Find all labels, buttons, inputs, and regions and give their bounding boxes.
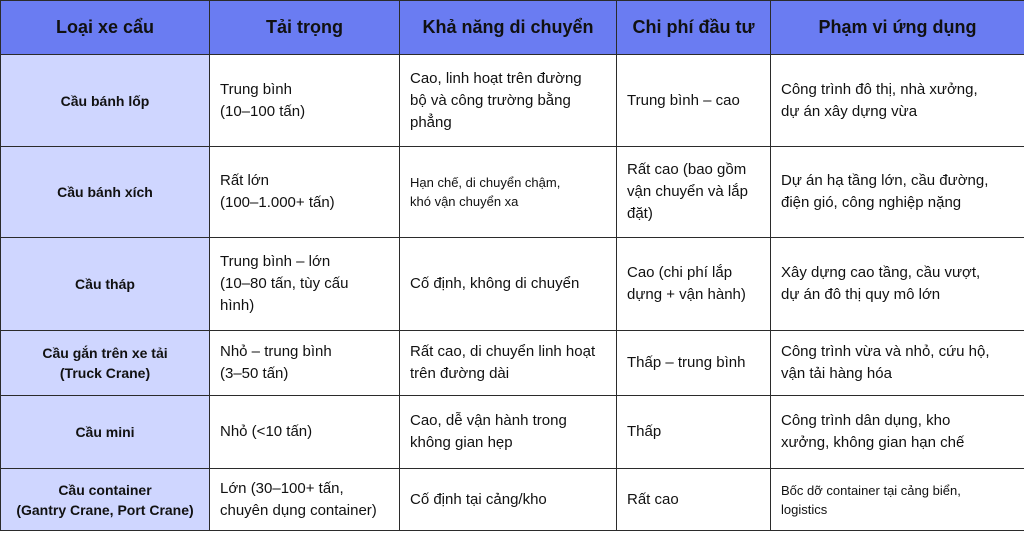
- header-row: [1, 1, 1024, 55]
- table-row: [1, 331, 1024, 396]
- table-row: [1, 469, 1024, 531]
- crane-type-cell: Cầu mini: [1, 396, 210, 469]
- table-row: [1, 147, 1024, 238]
- header-scope: Phạm vi ứng dụng: [771, 1, 1024, 55]
- crane-type-cell: Cầu gắn trên xe tải (Truck Crane): [1, 331, 210, 396]
- cost-cell: Thấp: [617, 396, 771, 469]
- mobility-cell: Hạn chế, di chuyển chậm, khó vận chuyển xa: [400, 147, 617, 238]
- mobility-cell: Cao, linh hoạt trên đường bộ và công trường bằng phẳng: [400, 55, 617, 147]
- table-row: [1, 396, 1024, 469]
- load-cell: Nhỏ – trung bình (3–50 tấn): [210, 331, 400, 396]
- table-row: [1, 238, 1024, 331]
- scope-cell: Công trình vừa và nhỏ, cứu hộ, vận tải hàng hóa: [771, 331, 1024, 396]
- crane-type-cell: Cầu bánh xích: [1, 147, 210, 238]
- load-cell: Trung bình – lớn (10–80 tấn, tùy cấu hình): [210, 238, 400, 331]
- cost-cell: Rất cao: [617, 469, 771, 531]
- scope-cell: Công trình đô thị, nhà xưởng, dự án xây dựng vừa: [771, 55, 1024, 147]
- scope-cell: Bốc dỡ container tại cảng biển, logistics: [771, 469, 1024, 531]
- scope-cell: Công trình dân dụng, kho xưởng, không gian hạn chế: [771, 396, 1024, 469]
- load-cell: Rất lớn (100–1.000+ tấn): [210, 147, 400, 238]
- cost-cell: Trung bình – cao: [617, 55, 771, 147]
- load-cell: Lớn (30–100+ tấn, chuyên dụng container): [210, 469, 400, 531]
- table-row: [1, 55, 1024, 147]
- cost-cell: Cao (chi phí lắp dựng + vận hành): [617, 238, 771, 331]
- mobility-cell: Cố định tại cảng/kho: [400, 469, 617, 531]
- scope-cell: Dự án hạ tầng lớn, cầu đường, điện gió, công nghiệp nặng: [771, 147, 1024, 238]
- cost-cell: Thấp – trung bình: [617, 331, 771, 396]
- mobility-cell: Cao, dễ vận hành trong không gian hẹp: [400, 396, 617, 469]
- cost-cell: Rất cao (bao gồm vận chuyển và lắp đặt): [617, 147, 771, 238]
- header-load: Tải trọng: [210, 1, 400, 55]
- load-cell: Nhỏ (<10 tấn): [210, 396, 400, 469]
- header-mobility: Khả năng di chuyển: [400, 1, 617, 55]
- mobility-cell: Rất cao, di chuyển linh hoạt trên đường dài: [400, 331, 617, 396]
- mobility-cell: Cố định, không di chuyển: [400, 238, 617, 331]
- crane-type-cell: Cầu container (Gantry Crane, Port Crane): [1, 469, 210, 531]
- crane-type-cell: Cầu tháp: [1, 238, 210, 331]
- header-cost: Chi phí đầu tư: [617, 1, 771, 55]
- crane-type-cell: Cầu bánh lốp: [1, 55, 210, 147]
- header-crane-type: Loại xe cẩu: [1, 1, 210, 55]
- load-cell: Trung bình (10–100 tấn): [210, 55, 400, 147]
- scope-cell: Xây dựng cao tầng, cầu vượt, dự án đô thị quy mô lớn: [771, 238, 1024, 331]
